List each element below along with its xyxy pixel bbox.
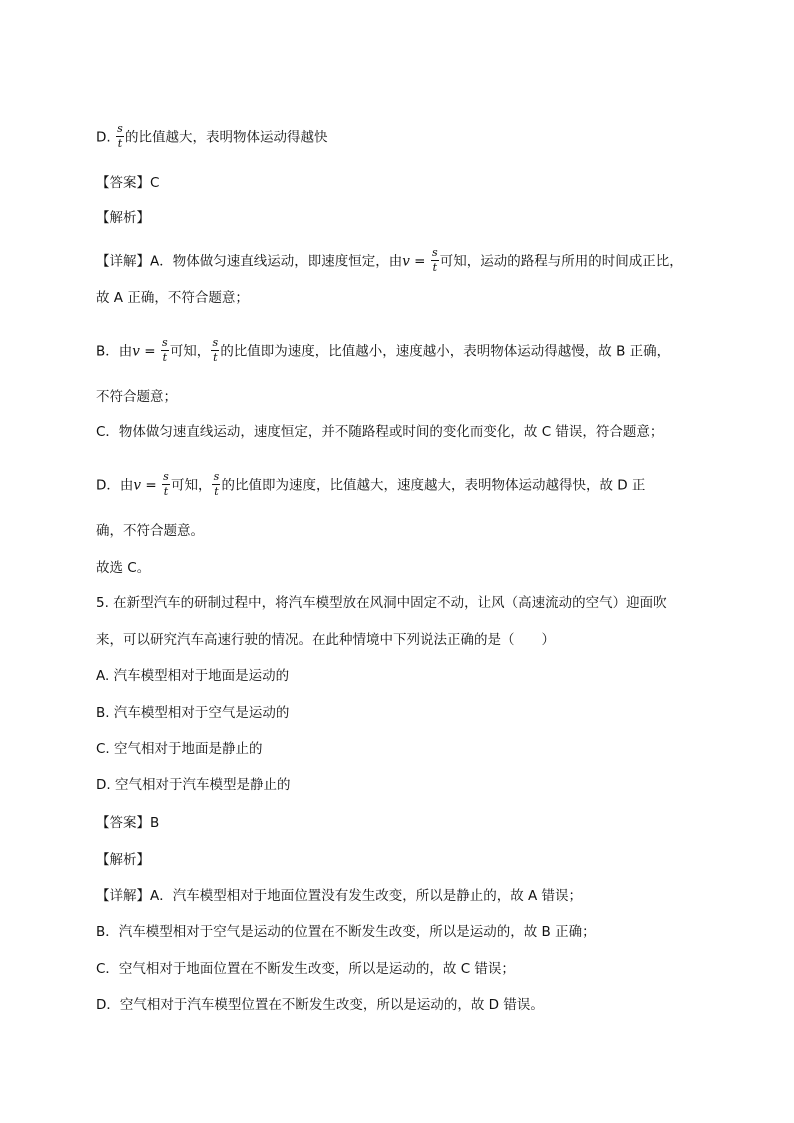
q4-detail-a-after: 可知，运动的路程与所用的时间成正比， (439, 253, 683, 270)
fraction-s-over-t (211, 337, 219, 364)
fraction-s-over-t (116, 123, 124, 150)
q4-choose: 故选 C。 (96, 560, 151, 576)
q5-option-d: D. 空气相对于汽车模型是静止的 (96, 777, 291, 793)
q5-detail-b: B．汽车模型相对于空气是运动的位置在不断发生改变，所以是运动的，故 B 正确； (96, 924, 596, 940)
velocity-symbol: v (402, 253, 410, 270)
q5-answer: 【答案】B (96, 815, 160, 831)
q4-detail-d (96, 472, 645, 499)
fraction-denominator: t (162, 351, 168, 364)
q4-detail-a-cont: 故 A 正确，不符合题意； (96, 290, 249, 306)
fraction-s-over-t (162, 471, 170, 498)
velocity-symbol: v (133, 477, 142, 494)
fraction-numerator: s (431, 246, 438, 259)
fraction-s-over-t (431, 247, 439, 274)
q4-detail-b-before: B．由 (96, 343, 133, 360)
equals-sign: = (141, 477, 161, 494)
q4-option-d (96, 124, 327, 151)
q4-analysis-heading: 【解析】 (96, 210, 150, 226)
q5-option-c: C. 空气相对于地面是静止的 (96, 741, 263, 757)
q4-detail-d-mid: 可知， (170, 477, 212, 494)
fraction-denominator: t (213, 351, 218, 364)
fraction-numerator: s (161, 336, 168, 349)
q4-detail-c: C．物体做匀速直线运动，速度恒定，并不随路程或时间的变化而变化，故 C 错误，符合题意； (96, 424, 664, 440)
q5-detail-c: C．空气相对于地面位置在不断发生改变，所以是运动的，故 C 错误； (96, 961, 515, 977)
fraction-numerator: s (213, 470, 220, 483)
q5-option-a: A. 汽车模型相对于地面是运动的 (96, 668, 290, 684)
q5-detail-d: D．空气相对于汽车模型位置在不断发生改变，所以是运动的，故 D 错误。 (96, 997, 544, 1013)
fraction-denominator: t (214, 485, 219, 498)
q4-detail-b (96, 338, 670, 365)
q4-detail-d-cont: 确，不符合题意。 (96, 523, 204, 539)
q5-stem-line1: 5. 在新型汽车的研制过程中，将汽车模型放在风洞中固定不动，让风（高速流动的空气）迎面吹 (96, 595, 667, 611)
q4-option-d-prefix: D. (96, 129, 115, 146)
q4-detail-b-after: 的比值即为速度，比值越小，速度越小，表明物体运动得越慢，故 B 正确， (220, 343, 671, 360)
fraction-denominator: t (432, 261, 437, 274)
equals-sign: = (409, 253, 430, 270)
fraction-numerator: s (212, 336, 219, 349)
q4-detail-a-before: 【详解】A．物体做匀速直线运动，即速度恒定，由 (96, 253, 403, 270)
q4-detail-d-after: 的比值即为速度，比值越大，速度越大，表明物体运动越得快，故 D 正 (221, 477, 646, 494)
q4-detail-b-cont: 不符合题意； (96, 389, 177, 405)
fraction-s-over-t (161, 337, 169, 364)
fraction-numerator: s (117, 122, 123, 135)
q4-option-d-text: 的比值越大，表明物体运动得越快 (124, 129, 328, 146)
q5-detail-a: 【详解】A．汽车模型相对于地面位置没有发生改变，所以是静止的，故 A 错误； (96, 888, 583, 904)
fraction-numerator: s (163, 470, 169, 483)
q5-analysis-heading: 【解析】 (96, 852, 150, 868)
fraction-denominator: t (163, 485, 169, 498)
q4-detail-b-mid: 可知， (169, 343, 211, 360)
fraction-denominator: t (117, 137, 123, 150)
fraction-s-over-t (212, 471, 220, 498)
q4-detail-d-before: D．由 (96, 477, 134, 494)
q5-option-b: B. 汽车模型相对于空气是运动的 (96, 705, 290, 721)
velocity-symbol: v (132, 343, 140, 360)
equals-sign: = (139, 343, 160, 360)
q5-stem-line2: 来，可以研究汽车高速行驶的情况。在此种情境中下列说法正确的是（ ） (96, 632, 555, 648)
q4-detail-a (96, 248, 683, 275)
q4-answer: 【答案】C (96, 175, 160, 191)
